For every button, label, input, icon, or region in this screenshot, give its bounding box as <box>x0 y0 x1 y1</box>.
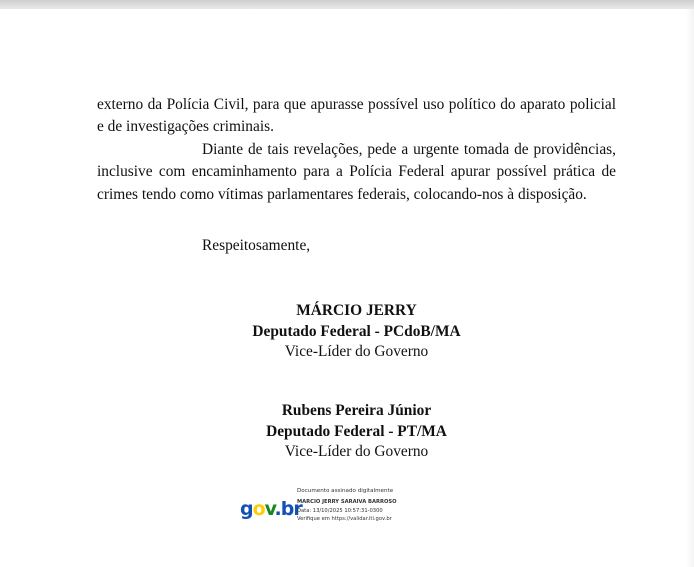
signature-details <box>297 487 397 524</box>
paragraph-1: externo da Polícia Civil, para que apurasse possível uso político do aparato policial e de investigações criminais. <box>97 96 616 136</box>
digital-signature-stamp <box>240 487 440 531</box>
signer-name: MARCIO JERRY SARAIVA BARROSO <box>297 499 397 506</box>
signatory-role: Vice-Líder do Governo <box>284 343 429 360</box>
signatory-office: Deputado Federal - PCdoB/MA <box>252 322 461 340</box>
document-body <box>97 94 616 206</box>
signature-block-2 <box>200 401 513 463</box>
signature-block-1 <box>200 301 513 363</box>
paragraph-2: Diante de tais revelações, pede a urgente tomada de providências, inclusive com encaminhamento para a Polícia Federal apurar possível prática de crimes tendo como vítimas parlamentares federais, colocando-nos à disposição. <box>97 140 616 203</box>
page-edge-shadow <box>686 9 694 567</box>
verify-link[interactable]: Verifique em https://validar.iti.gov.br <box>297 516 392 523</box>
closing-salutation: Respeitosamente, <box>202 237 311 254</box>
viewer-top-bar <box>0 0 694 9</box>
signatory-name: Rubens Pereira Júnior <box>281 402 432 419</box>
govbr-logo: gov.br <box>240 498 302 520</box>
signatory-name: MÁRCIO JERRY <box>296 302 417 319</box>
signatory-office: Deputado Federal - PT/MA <box>266 422 447 440</box>
signature-date: Data: 13/10/2025 10:57:31-0300 <box>297 507 383 514</box>
signature-heading: Documento assinado digitalmente <box>297 488 394 494</box>
signatory-role: Vice-Líder do Governo <box>284 443 429 460</box>
